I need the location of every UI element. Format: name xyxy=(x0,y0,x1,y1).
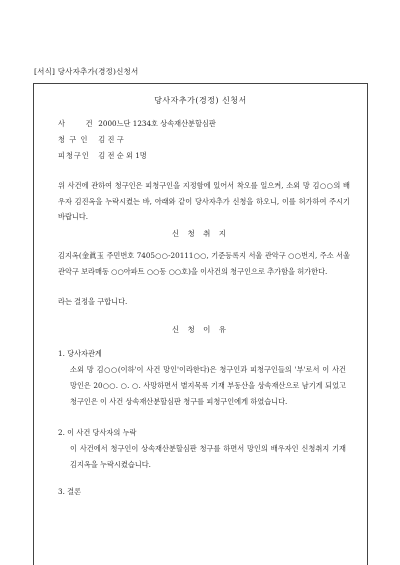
intro-paragraph: 위 사건에 관하여 청구인은 피청구인을 지정함에 있어서 착오를 일으켜, 소외 망 김○○의 배우자 김진옥을 누락시켰는 바, 아래와 같이 당사자추가 신청을 하오니, 이를 허가하여 주시기 바랍니다. xyxy=(58,181,350,221)
claimant-value: 김 진 구 xyxy=(98,135,124,144)
section-2-heading: 2. 이 사건 당사자의 누락 xyxy=(58,428,137,437)
purpose-heading: 신 청 취 지 xyxy=(171,229,230,238)
respondent-label: 피청구인 xyxy=(58,151,90,160)
purpose-closing: 라는 결정을 구합니다. xyxy=(58,297,128,306)
case-row xyxy=(58,119,216,129)
respondent-row xyxy=(58,151,147,161)
form-title: 당사자추가(경정) 신청서 xyxy=(154,96,247,105)
document-caption: [서식] 당사자추가(경정)신청서 xyxy=(34,67,139,76)
section-3-heading: 3. 결론 xyxy=(58,487,82,496)
case-label: 사 건 xyxy=(58,119,94,128)
claimant-label: 청 구 인 xyxy=(58,135,89,144)
claimant-row xyxy=(58,135,124,145)
purpose-text: 김지옥(金眞玉 주민번호 7405○○-20111○○, 기준등록지 서울 관악구 ○○번지, 주소 서울 관악구 보라매동 ○○아파트 ○○동 ○○호)을 이사건의 청구인으로 추가함을 허가한다. xyxy=(58,251,350,276)
section-2-text: 이 사건에서 청구인이 상속재산분할심판 청구를 하면서 망인의 배우자인 신청취지 기재 김지옥을 누락시켰습니다. xyxy=(70,444,346,469)
reason-heading: 신 청 이 유 xyxy=(171,325,230,334)
application-form xyxy=(33,83,368,565)
case-value: 2000느단 1234호 상속재산분할심판 xyxy=(98,119,216,128)
section-1-text: 소외 망 김○○(이하'이 사건 망인'이라한다)은 청구인과 피청구인들의 '부'로서 이 사건 망인은 20○○. ○. ○. 사망하면서 별지목록 기재 부동산을 상속재산으로 남기게 되었고 청구인은 이 사건 상속재산분할심판 청구를 피청구인에게 하였습니다. xyxy=(70,365,346,406)
section-1-heading: 1. 당사자관계 xyxy=(58,349,102,358)
respondent-value: 김 전 순 외 1명 xyxy=(98,151,147,160)
